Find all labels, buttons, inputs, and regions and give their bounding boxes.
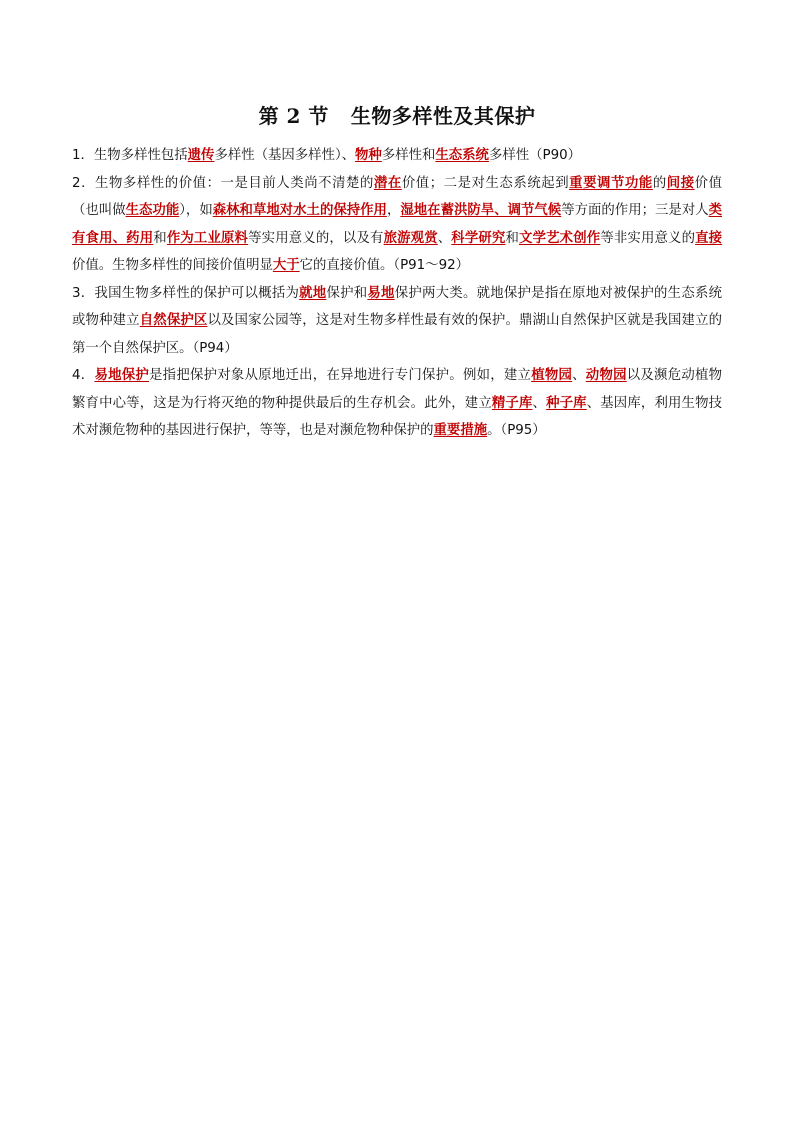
keyword-blank: 重要措施: [433, 423, 488, 438]
paragraph-text: 3．我国生物多样性的保护可以概括为: [72, 285, 300, 301]
paragraph-text: 保护和: [326, 285, 368, 301]
keyword-blank: 精子库: [491, 395, 533, 411]
keyword-blank: 科学研究: [451, 230, 506, 246]
keyword-blank: 物种: [355, 148, 382, 163]
paragraph-text: 2．生物多样性的价值：一是目前人类尚不清楚的: [72, 175, 374, 191]
paragraph-text: 等实用意义的，以及有: [248, 230, 384, 246]
paragraph-list: [72, 142, 722, 445]
keyword-blank: 类有食用、药用: [72, 203, 723, 246]
keyword-blank: 潜在: [373, 175, 402, 191]
section-name: 生物多样性及其保护: [350, 104, 536, 128]
paragraph-text: 。（P95）: [487, 423, 546, 438]
paragraph-text: 等方面的作用；三是对人: [561, 203, 709, 218]
keyword-blank: 遗传: [187, 148, 215, 163]
keyword-blank: 作为工业原料: [166, 230, 249, 246]
keyword-blank: 生态功能: [125, 203, 180, 218]
paragraph-text: 4．: [72, 368, 95, 383]
paragraph-text: 和: [505, 230, 520, 246]
paragraph-2: [72, 170, 722, 280]
paragraph-text: 、: [572, 368, 586, 383]
keyword-blank: 文学艺术创作: [519, 230, 601, 246]
section-number: 第 2 节: [258, 104, 329, 128]
paragraph-text: 和: [153, 230, 167, 246]
keyword-blank: 动物园: [585, 368, 627, 383]
paragraph-4: [72, 362, 722, 445]
paragraph-1: [72, 142, 722, 170]
section-title: [72, 100, 722, 132]
keyword-blank: 间接: [666, 175, 695, 191]
paragraph-text: 多样性（P90）: [488, 148, 582, 163]
paragraph-text: 多样性（基因多样性）、: [214, 148, 356, 163]
paragraph-text: 是指把保护对象从原地迁出，在异地进行专门保护。例如，建立: [149, 368, 532, 383]
paragraph-text: 、: [532, 395, 547, 411]
paragraph-text: 等非实用意义的: [600, 230, 696, 246]
document-page: [72, 100, 722, 445]
keyword-blank: 植物园: [531, 368, 573, 383]
keyword-blank: 湿地在蓄洪防旱、调节气候: [400, 203, 562, 218]
keyword-blank: 就地: [299, 285, 327, 301]
keyword-blank: 易地: [367, 285, 395, 301]
keyword-blank: 大于: [272, 258, 300, 273]
paragraph-text: 1．生物多样性包括: [72, 148, 188, 163]
paragraph-text: 以及濒危动植物繁育中心等，这是为行将灭绝的物种提供最后的生存机会。此外，建立: [72, 368, 723, 411]
paragraph-text: 的: [652, 175, 667, 191]
paragraph-text: 价值；二是对生态系统起到: [401, 175, 570, 191]
paragraph-text: ，: [386, 203, 401, 218]
keyword-blank: 森林和草地对水土的保持作用: [212, 203, 387, 218]
paragraph-text: 它的直接价值。（P91～92）: [299, 258, 469, 273]
keyword-blank: 旅游观赏: [383, 230, 438, 246]
paragraph-text: 、基因库，利用生物技术对濒危物种的基因进行保护，等等，也是对濒危物种保护的: [72, 395, 723, 438]
paragraph-text: 以及国家公园等，这是对生物多样性最有效的保护。鼎湖山自然保护区就是我国建立的第一个自然保护区。（P94）: [72, 313, 723, 356]
paragraph-text: 、: [437, 230, 452, 246]
keyword-blank: 生态系统: [435, 148, 489, 163]
keyword-blank: 种子库: [546, 395, 587, 411]
paragraph-text: ），如: [179, 203, 213, 218]
paragraph-3: [72, 280, 722, 363]
paragraph-text: 保护两大类。就地保护是指在原地对被保护的生态系统或物种建立: [72, 285, 723, 328]
paragraph-text: 价值。生物多样性的间接价值明显: [72, 258, 273, 273]
keyword-blank: 重要调节功能: [569, 175, 653, 191]
keyword-blank: 易地保护: [94, 368, 150, 383]
keyword-blank: 直接: [695, 230, 723, 246]
paragraph-text: 价值（也叫做: [72, 175, 723, 218]
paragraph-text: 多样性和: [381, 148, 436, 163]
keyword-blank: 自然保护区: [139, 313, 208, 328]
